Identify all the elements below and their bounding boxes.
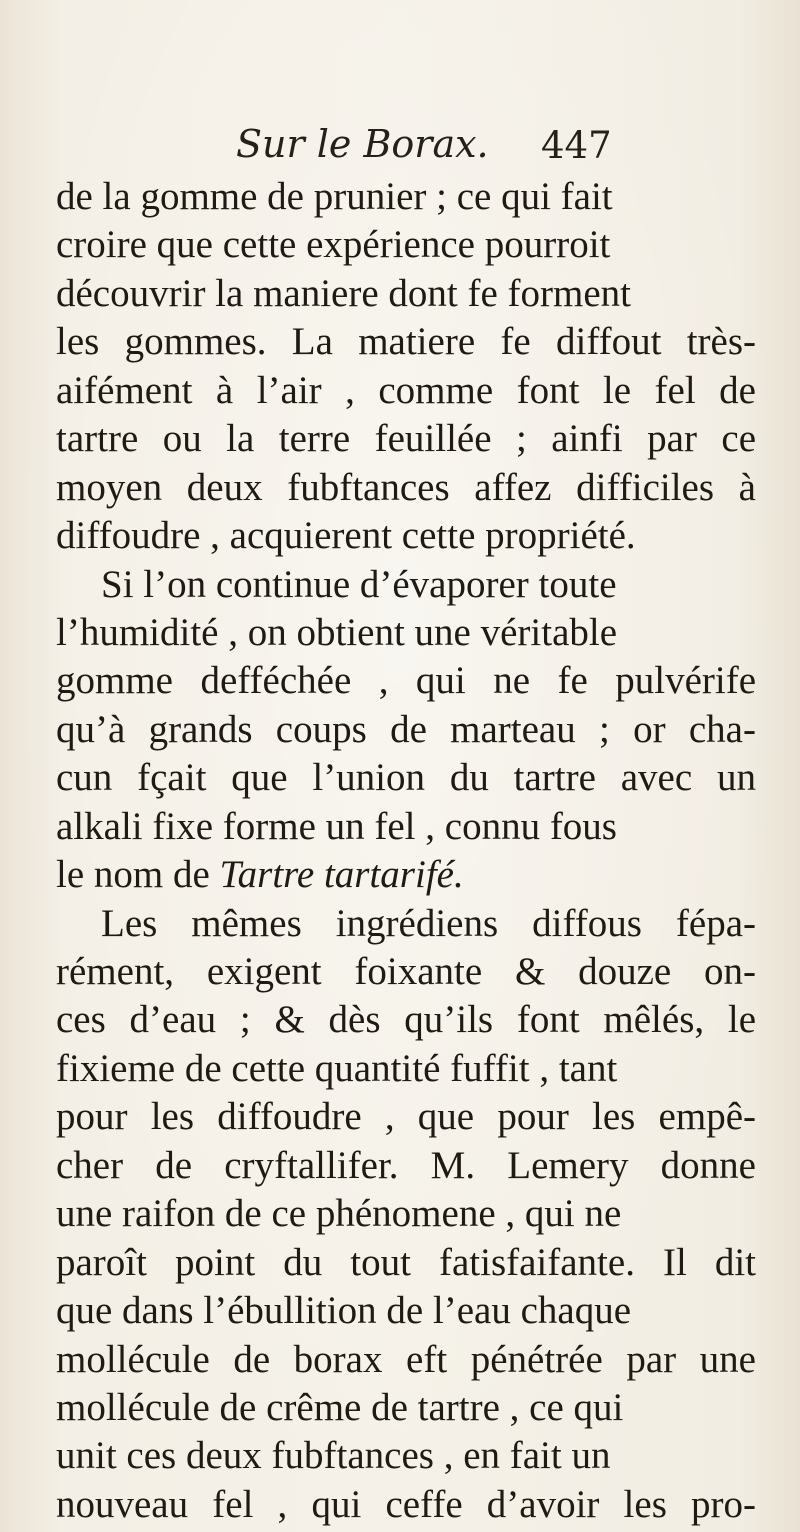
text-line xyxy=(56,754,756,802)
text-line-content: une raifon de ce phénomene , qui ne xyxy=(56,1192,622,1236)
text-line xyxy=(56,1239,756,1287)
text-line-content: cher de cryftallifer. M. Lemery donne xyxy=(56,1143,756,1187)
italic-term: Tartre tartarifé. xyxy=(219,853,464,897)
running-title: Sur le Borax. xyxy=(236,122,489,166)
text-line-content: les gommes. La matiere fe diffout très- xyxy=(56,320,757,364)
text-line xyxy=(56,948,756,996)
text-line xyxy=(56,1287,756,1335)
text-line-content: ces d’eau ; & dès qu’ils font mêlés, le xyxy=(56,998,757,1042)
body-text xyxy=(56,173,756,1529)
text-line-content: de la gomme de prunier ; ce qui fait xyxy=(56,175,613,218)
text-line xyxy=(56,851,756,899)
text-line xyxy=(56,318,756,366)
text-line-content: croire que cette expérience pourroit xyxy=(56,223,611,267)
text-line xyxy=(56,512,756,560)
text-line xyxy=(56,1045,756,1093)
text-line-content: rément, exigent foixante & douze on- xyxy=(56,950,756,993)
text-line-content: aifément à l’air , comme font le fel de xyxy=(56,368,756,412)
text-line-content: alkali fixe forme un fel , connu fous xyxy=(56,804,617,848)
text-line xyxy=(56,1336,756,1384)
text-line-content: Si l’on continue d’évaporer toute xyxy=(101,562,617,606)
text-line-content: que dans l’ébullition de l’eau chaque xyxy=(56,1289,632,1333)
page-number: 447 xyxy=(541,124,612,167)
text-line xyxy=(56,706,756,754)
text-line-content: diffoudre , acquierent cette propriété. xyxy=(56,514,636,558)
text-line xyxy=(56,270,756,318)
text-line xyxy=(56,657,756,705)
text-line xyxy=(56,1190,756,1238)
text-line xyxy=(56,1093,756,1141)
text-line-content: unit ces deux fubftances , en fait un xyxy=(56,1434,611,1478)
text-line-content: nouveau fel , qui ceffe d’avoir les pro- xyxy=(56,1482,757,1526)
text-line-content: moyen deux fubftances affez difficiles à xyxy=(56,465,756,509)
text-line xyxy=(56,464,756,512)
text-line xyxy=(56,561,756,609)
text-line xyxy=(56,900,756,948)
text-line-content: mollécule de crême de tartre , ce qui xyxy=(56,1385,624,1429)
text-line-content: cun fçait que l’union du tartre avec un xyxy=(56,756,756,800)
text-line xyxy=(56,221,756,269)
text-line-content: tartre ou la terre feuillée ; ainfi par ce xyxy=(56,417,757,461)
text-line-content: mollécule de borax eft pénétrée par une xyxy=(56,1337,756,1381)
text-line-content: découvrir la maniere dont fe forment xyxy=(56,271,632,315)
text-line xyxy=(56,803,756,851)
text-line-content: le nom de xyxy=(56,853,220,897)
text-line xyxy=(56,367,756,415)
text-line xyxy=(56,609,756,657)
text-line xyxy=(56,415,756,463)
text-line-content: fixieme de cette quantité fuffit , tant xyxy=(56,1046,618,1090)
text-line xyxy=(56,1142,756,1190)
text-line xyxy=(56,1384,756,1432)
text-line xyxy=(56,173,756,221)
running-head xyxy=(0,122,800,172)
text-line-content: l’humidité , on obtient une véritable xyxy=(56,610,618,654)
text-line-content: paroît point du tout fatisfaifante. Il dit xyxy=(56,1240,757,1284)
text-line-content: Les mêmes ingrédiens diffous fépa- xyxy=(101,901,756,945)
text-line-content: gomme defféchée , qui ne fe pulvérife xyxy=(56,659,757,703)
text-line xyxy=(56,996,756,1044)
text-line xyxy=(56,1432,756,1480)
text-line xyxy=(56,1481,756,1529)
text-line-content: pour les diffoudre , que pour les empê- xyxy=(56,1095,756,1139)
text-line-content: qu’à grands coups de marteau ; or cha- xyxy=(56,707,756,751)
